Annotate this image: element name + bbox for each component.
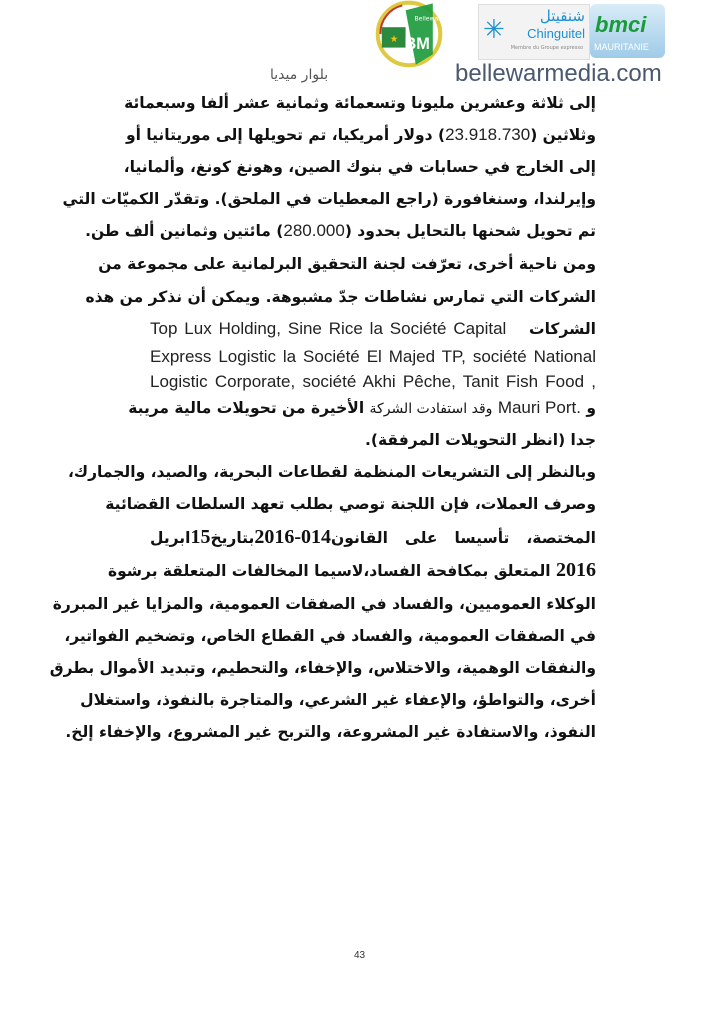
body-line: النفوذ، والاستفادة غير المشروعة، والتربح غير المشروع، والإخفاء إلخ. [65, 723, 596, 741]
body-line: وإيرلندا، وسنغافورة (راجع المعطيات في الملحق). وتقدّر الكميّات التي [62, 190, 596, 208]
body-line: إلى ثلاثة وعشرين مليونا وتسعمائة وثمانية عشر ألفا وسبعمائة [124, 94, 596, 112]
bmci-logo [590, 4, 665, 58]
bmci-sub: MAURITANIE [594, 42, 649, 52]
bmci-mark: bmci [595, 12, 647, 37]
body-line: وبالنظر إلى التشريعات المنظمة لقطاعات البحرية، والصيد، والجمارك، [68, 463, 596, 481]
chinguitel-ar: شنقيتل [539, 7, 585, 25]
page-number: 43 [354, 950, 366, 961]
body-line: تم تحويل شحنها بالتحايل بحدود (280.000) مائتين وثمانين ألف طن. [85, 221, 596, 240]
body-line: الشركات Top Lux Holding, Sine Rice la Société Capital [150, 319, 596, 338]
body-line: إلى الخارج في حسابات في بنوك الصين، وهونغ كونغ، وألمانيا، [123, 158, 596, 176]
chinguitel-latin: Chinguitel [527, 26, 585, 41]
svg-text:BM: BM [404, 34, 430, 53]
body-line: ومن ناحية أخرى، تعرّفت لجنة التحقيق البرلمانية على مجموعة من [98, 255, 596, 273]
body-line: الشركات التي تمارس نشاطات جدّ مشبوهة. ويمكن أن نذكر من هذه [85, 288, 596, 306]
body-line: أخرى، والتواطؤ، والإعفاء غير الشرعي، والمتاجرة بالنفوذ، واستغلال [80, 691, 596, 709]
body-line: جدا (انظر التحويلات المرفقة). [365, 431, 596, 449]
svg-text:Bellewar: Bellewar [414, 15, 441, 23]
body-line: 2016 المتعلق بمكافحة الفساد،لاسيما المخالفات المتعلقة برشوة [107, 559, 596, 581]
body-line: و Mauri Port. وقد استفادت الشركة الأخيرة من تحويلات مالية مريبة [128, 398, 596, 417]
body-line: Logistic Corporate, société Akhi Pêche, Tanit Fish Food , [150, 372, 596, 391]
body-line: في الصفقات العمومية، والفساد في القطاع الخاص، وتضخيم الفواتير، [64, 627, 596, 645]
watermark-ar: بلوار ميديا [270, 67, 329, 83]
bellewar-media-logo [375, 0, 443, 68]
body-line: وثلاثين (23.918.730) دولار أمريكيا، تم تحويلها إلى موريتانيا أو [125, 125, 596, 144]
body-line: الوكلاء العموميين، والفساد في الصفقات العمومية، والمزايا غير المبررة [52, 595, 596, 613]
body-line: وصرف العملات، فإن اللجنة توصي بطلب تعهد السلطات القضائية [105, 495, 596, 513]
watermark-url: bellewarmedia.com [455, 60, 662, 87]
chinguitel-tagline: Membre du Groupe expresso [510, 45, 583, 51]
body-line: المختصة، تأسيسا على القانون2016-014بتاريخ15ابريل [150, 526, 596, 548]
svg-text:★: ★ [389, 34, 399, 46]
body-line: والنفقات الوهمية، والاختلاس، والإخفاء، والتحطيم، وتبديد الأموال بطرق [49, 659, 596, 677]
snowflake-icon: ✳ [483, 15, 505, 45]
chinguitel-logo [478, 4, 590, 60]
body-line: Express Logistic la Société El Majed TP, société National [150, 347, 596, 366]
